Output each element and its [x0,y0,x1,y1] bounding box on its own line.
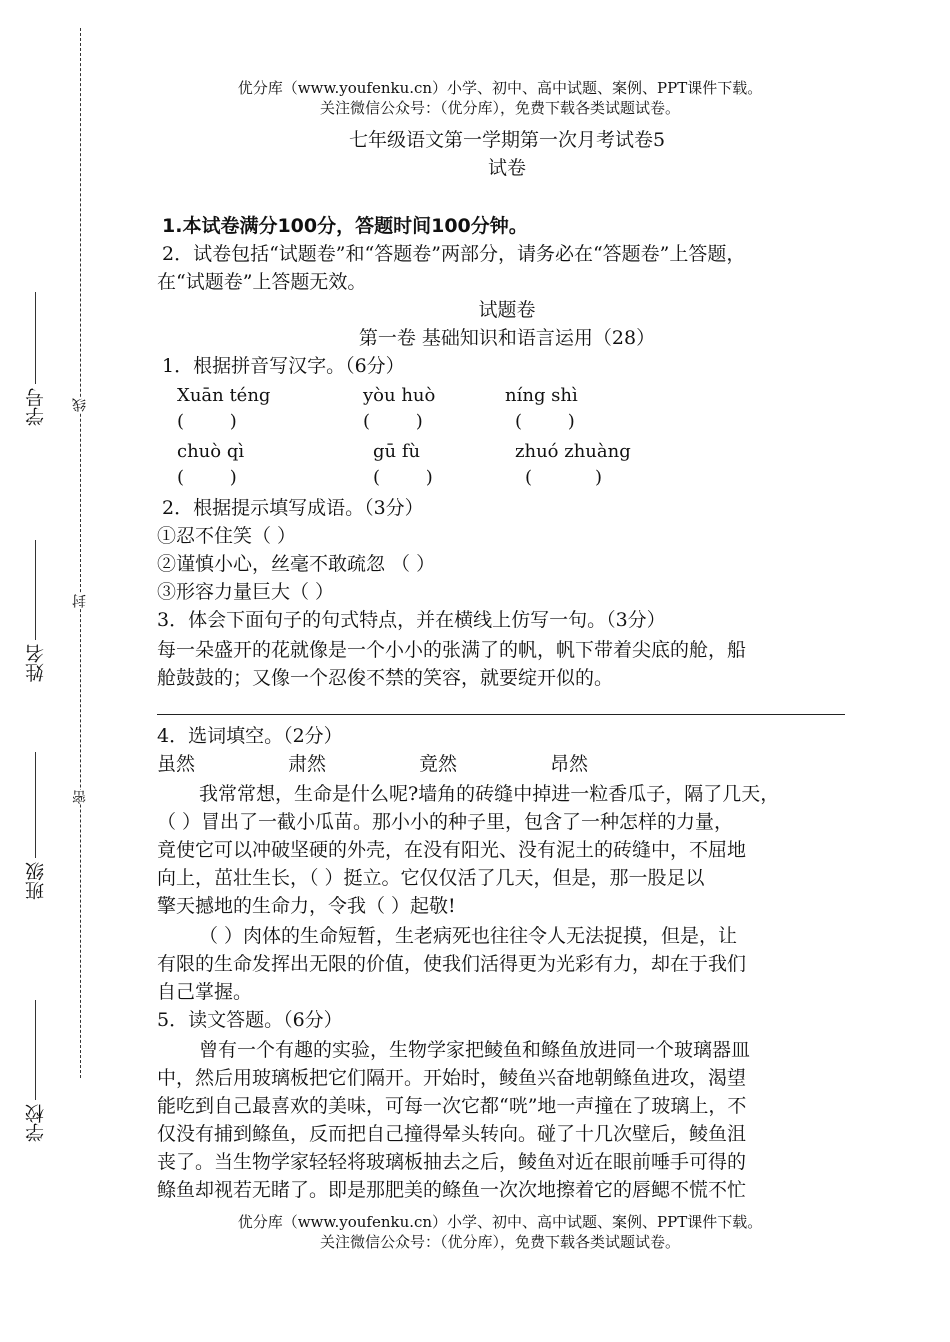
q4-word-3: 竟然 [419,753,458,775]
q5-para-line-6: 鲦鱼却视若无睹了。即是那肥美的鲦鱼一次次地擦着它的唇鳃不慌不忙 [157,1179,747,1201]
q3-line-1: 每一朵盛开的花就像是一个小小的张满了的帆，帆下带着尖底的舱，船 [157,639,747,661]
q3-answer-line[interactable] [157,714,845,715]
q1-blank-3[interactable]: ( ) [515,411,575,432]
q1-pinyin-3: níng shì [505,385,578,406]
student-name-label: 姓名 [25,644,47,682]
header-line-1: 优分库（www.youfenku.cn）小学、初中、高中试题、案例、PPT课件下载。 [237,79,763,97]
student-id-blank [35,292,36,384]
q2-item-3: ③形容力量巨大（ ） [157,581,335,603]
q1-pinyin-2: yòu huò [363,385,436,406]
binding-mark-xian: 线 [72,398,88,412]
q4-para-line-3: 竟使它可以冲破坚硬的外壳，在没有阳光、没有泥土的砖缝中，不屈地 [157,839,747,861]
q4-word-4: 昂然 [550,753,589,775]
student-name-blank [35,540,36,640]
q4-para-line-7: 有限的生命发挥出无限的价值，使我们活得更为光彩有力，却在于我们 [157,953,747,975]
q1-pinyin-1: Xuān téng [177,385,271,406]
q5-para-line-1: 曾有一个有趣的实验，生物学家把鲮鱼和鲦鱼放进同一个玻璃器皿 [199,1039,751,1061]
q4-para-line-8: 自己掌握。 [157,981,253,1003]
q4-title: 4．选词填空。（2分） [157,725,343,747]
q4-para-line-6: （ ）肉体的生命短暂，生老病死也往往令人无法捉摸，但是，让 [199,925,738,947]
q1-blank-2[interactable]: ( ) [363,411,423,432]
q5-title: 5．读文答题。（6分） [157,1009,343,1031]
exam-subtitle: 试卷 [487,157,526,179]
note-1: 1.本试卷满分100分，答题时间100分钟。 [162,215,528,237]
binding-mark-feng: 封 [72,594,88,608]
section-title: 试题卷 [478,299,536,321]
q5-para-line-5: 丧了。当生物学家轻轻将玻璃板抽去之后，鲮鱼对近在眼前唾手可得的 [157,1151,747,1173]
q1-blank-4[interactable]: ( ) [177,467,237,488]
q5-para-line-2: 中，然后用玻璃板把它们隔开。开始时，鲮鱼兴奋地朝鲦鱼进攻，渴望 [157,1067,747,1089]
exam-title: 七年级语文第一学期第一次月考试卷5 [348,129,666,151]
q1-blank-5[interactable]: ( ) [373,467,433,488]
school-blank [35,1000,36,1100]
school-label: 学校 [25,1104,47,1142]
q5-para-line-3: 能吃到自己最喜欢的美味，可每一次它都“咣”地一声撞在了玻璃上，不 [157,1095,747,1117]
q3-title: 3．体会下面句子的句式特点，并在横线上仿写一句。（3分） [157,609,666,631]
q4-word-2: 肃然 [288,753,327,775]
q4-para-line-1: 我常常想，生命是什么呢?墙角的砖缝中掉进一粒香瓜子，隔了几天， [199,783,780,805]
school-field [22,1000,49,1142]
q1-title: 1．根据拼音写汉字。（6分） [162,355,405,377]
q2-item-2: ②谨慎小心，丝毫不敢疏忽 （ ） [157,553,436,575]
note-2a: 2．试卷包括“试题卷”和“答题卷”两部分，请务必在“答题卷”上答题， [162,243,746,265]
q1-pinyin-5: gū fù [373,441,421,462]
footer-line-2: 关注微信公众号：（优分库），免费下载各类试题试卷。 [319,1233,680,1251]
binding-dashed-line [80,28,81,1078]
class-field [22,752,49,900]
q2-item-1: ①忍不住笑（ ） [157,525,297,547]
header-line-2: 关注微信公众号：（优分库），免费下载各类试题试卷。 [319,99,680,117]
class-blank [35,752,36,858]
q2-title: 2．根据提示填写成语。（3分） [162,497,424,519]
class-label: 班级 [25,862,47,900]
q4-para-line-2: （ ）冒出了一截小瓜苗。那小小的种子里，包含了一种怎样的力量， [157,811,734,833]
q4-para-line-4: 向上，茁壮生长，（ ）挺立。它仅仅活了几天，但是，那一股足以 [157,867,705,889]
q1-blank-6[interactable]: ( ) [525,467,602,488]
q5-para-line-4: 仅没有捕到鲦鱼，反而把自己撞得晕头转向。碰了十几次壁后，鲮鱼沮 [157,1123,747,1145]
student-id-field [22,292,49,426]
q1-pinyin-4: chuò qì [177,441,245,462]
q1-blank-1[interactable]: ( ) [177,411,237,432]
part-title: 第一卷 基础知识和语言运用（28） [358,327,656,349]
binding-mark-mi: 密 [72,790,88,804]
student-name-field [22,540,49,682]
q1-pinyin-6: zhuó zhuàng [515,441,631,462]
q4-para-line-5: 擎天撼地的生命力，令我（ ）起敬! [157,895,456,917]
q3-line-2: 舱鼓鼓的；又像一个忍俊不禁的笑容，就要绽开似的。 [157,667,614,689]
q4-word-1: 虽然 [157,753,196,775]
student-id-label: 学号 [25,388,47,426]
note-2b: 在“试题卷”上答题无效。 [157,271,367,293]
footer-line-1: 优分库（www.youfenku.cn）小学、初中、高中试题、案例、PPT课件下载。 [237,1213,763,1231]
